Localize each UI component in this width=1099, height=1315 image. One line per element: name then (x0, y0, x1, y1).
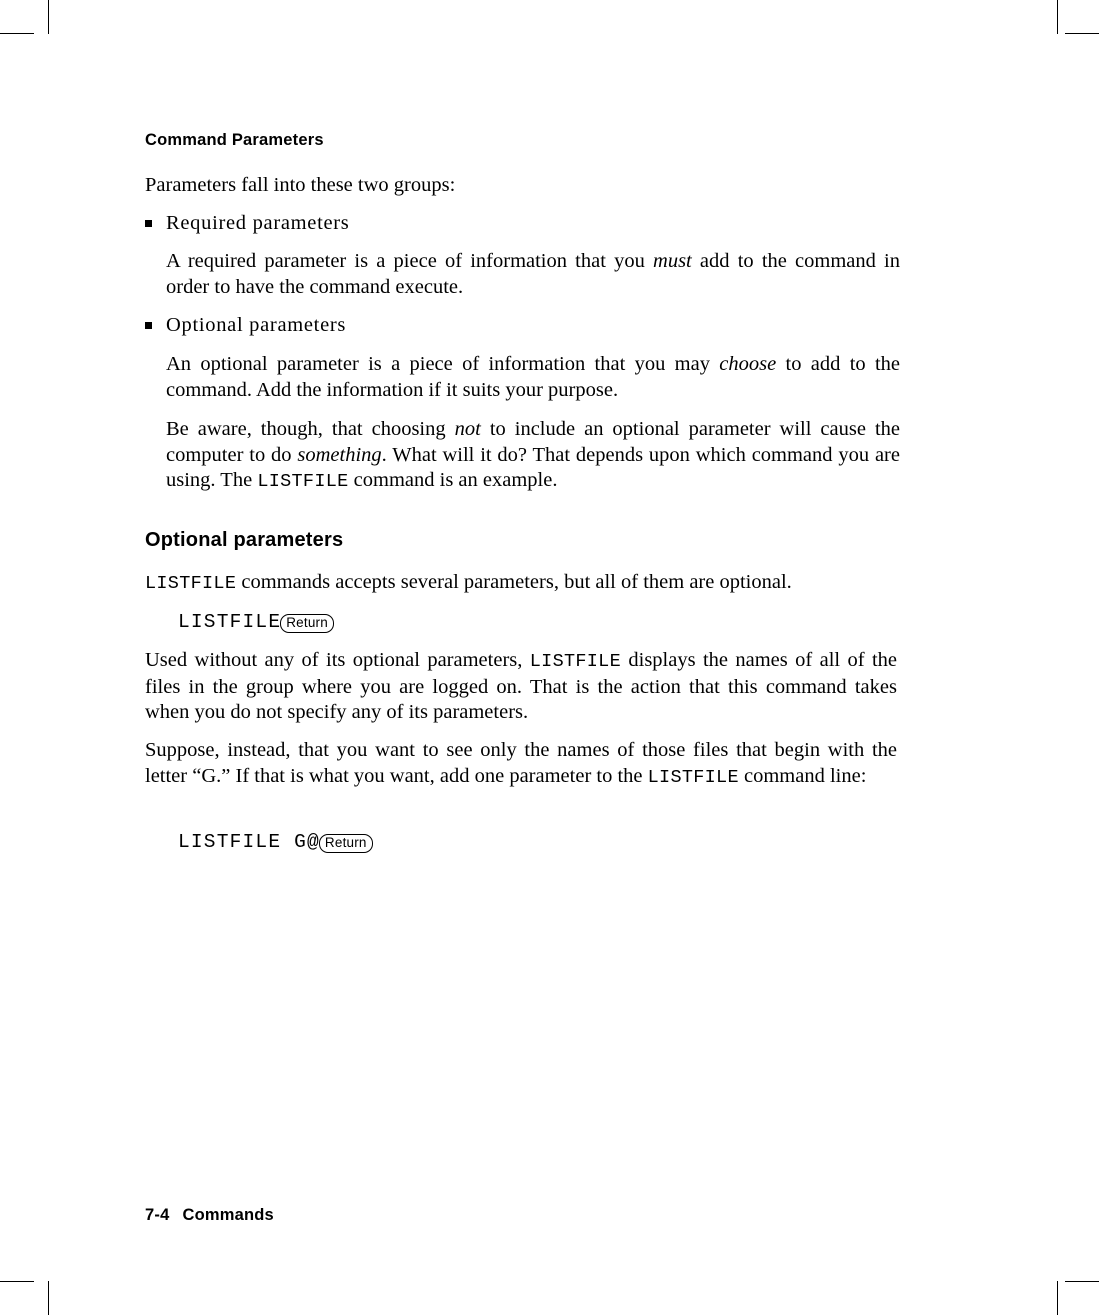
emphasis-something: something (297, 443, 382, 466)
command-example-2 (178, 831, 373, 853)
crop-mark-top-right-v (1057, 0, 1058, 34)
footer-chapter: Commands (182, 1206, 274, 1224)
bullet-label-required: Required parameters (166, 212, 350, 234)
paragraph-be-aware: Be aware, though, that choosing not to include an optional parameter will cause the computer to do something. What will it do? That depends upon which command you are using. The LISTFILE command is an example. (166, 418, 900, 492)
crop-mark-top-left-h (0, 33, 34, 34)
bullet-label-optional: Optional parameters (166, 314, 347, 336)
page-footer (145, 1206, 274, 1225)
bullet-square-icon (145, 220, 152, 227)
document-page (145, 0, 935, 1315)
crop-mark-bottom-right-v (1057, 1281, 1058, 1315)
bullet-square-icon (145, 322, 152, 329)
section-heading: Command Parameters (145, 131, 324, 149)
inline-code-listfile: LISTFILE (145, 573, 237, 594)
emphasis-must: must (653, 250, 692, 272)
crop-mark-bottom-left-h (0, 1281, 34, 1282)
list-item (145, 313, 900, 339)
crop-mark-top-left-v (48, 0, 49, 34)
command-text: LISTFILE (178, 611, 282, 633)
intro-paragraph: Parameters fall into these two groups: (145, 174, 456, 196)
crop-mark-bottom-left-v (48, 1281, 49, 1315)
bullet-body-required: A required parameter is a piece of information that you must add to the command in order to have the command execute. (166, 250, 900, 298)
footer-page-number: 7-4 (145, 1206, 170, 1224)
crop-mark-bottom-right-h (1065, 1281, 1099, 1282)
return-key-cap: Return (319, 834, 373, 853)
command-text: LISTFILE G@ (178, 831, 320, 853)
crop-mark-top-right-h (1065, 33, 1099, 34)
bullet-body-optional: An optional parameter is a piece of information that you may choose to add to the command. Add the information if it suits your purpose. (166, 353, 900, 401)
subsection-heading: Optional parameters (145, 529, 344, 551)
inline-code-listfile: LISTFILE (647, 766, 739, 788)
paragraph-used-without: Used without any of its optional parameters, LISTFILE displays the names of all of the files in the group where you are logged on. That is the action that this command takes when you do not specify any of its parameters. (145, 649, 897, 723)
emphasis-not: not (454, 418, 481, 440)
emphasis-choose: choose (719, 353, 777, 375)
list-item (145, 211, 900, 237)
command-example-1 (178, 611, 334, 633)
paragraph-suppose: Suppose, instead, that you want to see only the names of those files that begin with the letter “G.” If that is what you want, add one parameter to the LISTFILE command line: (145, 739, 897, 788)
inline-code-listfile: LISTFILE (257, 471, 349, 492)
inline-code-listfile: LISTFILE (529, 651, 621, 672)
return-key-cap: Return (280, 614, 334, 633)
paragraph-accepts: LISTFILE commands accepts several parameters, but all of them are optional. (145, 571, 792, 594)
